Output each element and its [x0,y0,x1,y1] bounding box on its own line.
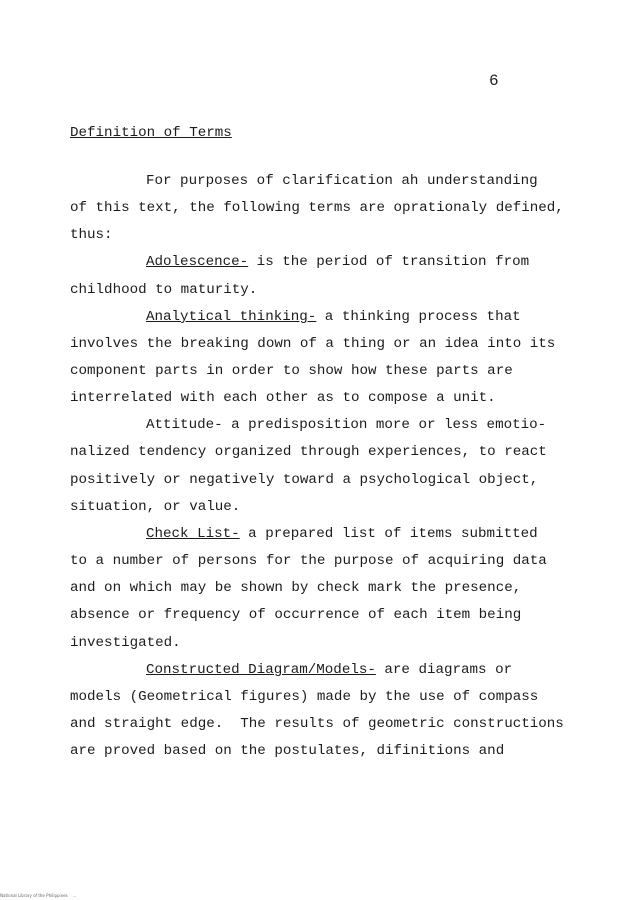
term-analytical-line-3: component parts in order to show how these parts are [70,363,513,379]
term-attitude-line-1: Attitude- a predisposition more or less emotio- [146,417,547,433]
term-adolescence: Adolescence- [146,254,249,270]
term-checklist-line-4: absence or frequency of occurrence of each item being [70,607,522,623]
term-constructed-line-2: models (Geometrical figures) made by the use of compass [70,689,539,705]
footer-text: National Library of the Philippines ... [0,893,77,898]
term-adolescence-line-1 [146,253,529,271]
term-checklist: Check List- [146,526,240,542]
page-number: 6 [489,72,499,90]
intro-line-2: of this text, the following terms are oprationaly defined, [70,200,564,216]
term-constructed-line-1 [146,661,512,679]
term-attitude-line-4: situation, or value. [70,499,241,515]
term-constructed-line-3: and straight edge. The results of geometric constructions [70,716,564,732]
term-checklist-text: a prepared list of items submitted [239,526,538,542]
term-constructed: Constructed Diagram/Models- [146,662,376,678]
term-constructed-line-4: are proved based on the postulates, difinitions and [70,743,505,759]
term-analytical: Analytical thinking- [146,309,317,325]
term-checklist-line-2: to a number of persons for the purpose of acquiring data [70,553,547,569]
term-checklist-line-5: investigated. [70,635,181,651]
term-constructed-text: are diagrams or [375,662,513,678]
term-checklist-line-3: and on which may be shown by check mark the presence, [70,580,522,596]
term-analytical-line-2: involves the breaking down of a thing or an idea into its [70,336,556,352]
term-adolescence-text: is the period of transition from [248,254,530,270]
term-analytical-line-1 [146,308,521,326]
term-attitude-line-3: positively or negatively toward a psychological object, [70,472,539,488]
term-analytical-line-4: interrelated with each other as to compose a unit. [70,390,496,406]
intro-line-3: thus: [70,227,113,243]
term-attitude-line-2: nalized tendency organized through experiences, to react [70,444,547,460]
intro-line-1: For purposes of clarification ah understanding [146,173,538,189]
section-heading: Definition of Terms [70,125,232,141]
term-checklist-line-1 [146,525,538,543]
term-adolescence-line-2: childhood to maturity. [70,282,258,298]
term-analytical-text: a thinking process that [316,309,521,325]
